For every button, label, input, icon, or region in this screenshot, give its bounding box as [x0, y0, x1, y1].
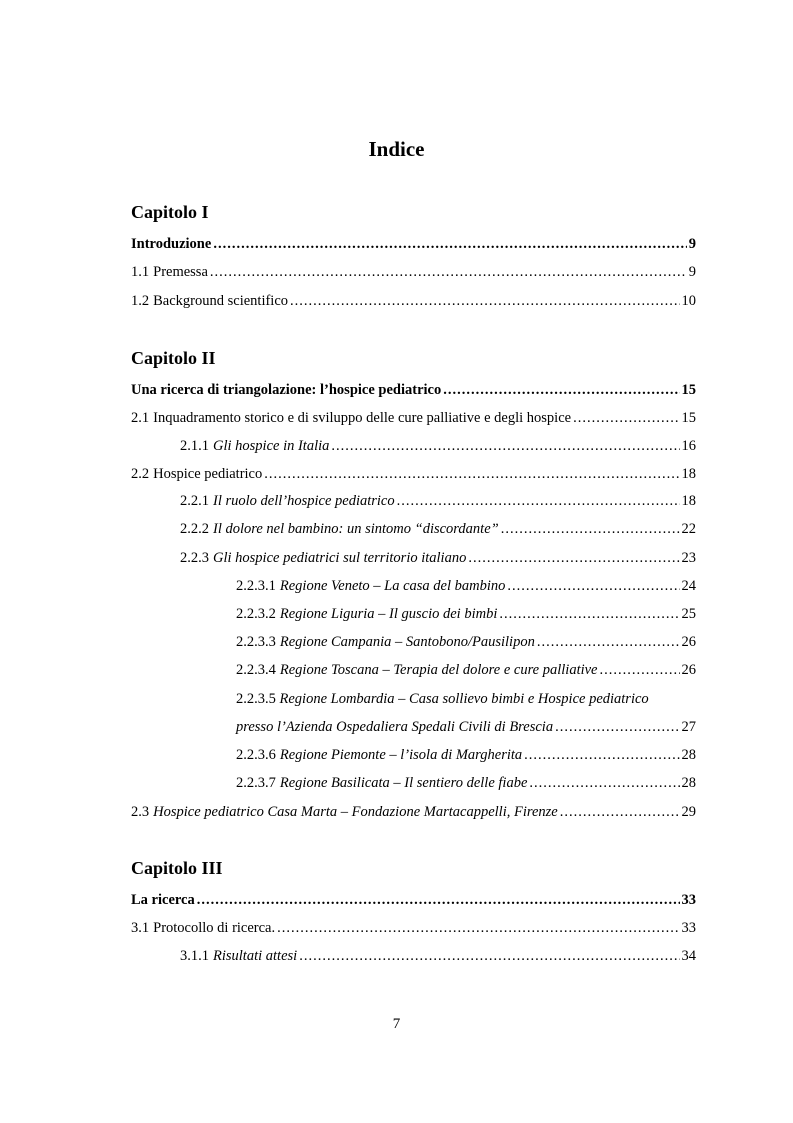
toc-entry: [131, 465, 696, 483]
dot-leader: [537, 633, 680, 651]
toc-entry: [180, 549, 696, 567]
page-title: Indice: [368, 137, 425, 161]
dot-leader: [573, 409, 679, 427]
toc-entry-title: Il dolore nel bambino: un sintomo “discordante”: [213, 521, 499, 537]
toc-entry-title: Una ricerca di triangolazione: l’hospice pediatrico: [131, 382, 442, 398]
toc-entry: [236, 633, 696, 651]
dot-leader: [501, 520, 680, 538]
toc-entry-title: Regione Piemonte – l’isola di Margherita: [279, 747, 523, 763]
toc-entry-number: 2.2.3.3: [236, 634, 276, 650]
toc-entry: [236, 577, 696, 595]
toc-entry-number: 2.2.3.5: [236, 691, 276, 707]
toc-entry-title: Regione Campania – Santobono/Pausilipon: [279, 634, 535, 650]
toc-entry-number: 1.1: [131, 264, 150, 280]
toc-entry-title: Introduzione: [131, 236, 212, 252]
page-number: 7: [392, 1016, 401, 1032]
dot-leader: [499, 605, 679, 623]
toc-entry-title: Regione Liguria – Il guscio dei bimbi: [279, 606, 498, 622]
toc-entry: [236, 605, 696, 623]
toc-entry-title: Regione Veneto – La casa del bambino: [279, 578, 506, 594]
dot-leader: [529, 774, 679, 792]
toc-entry-number: 3.1: [131, 920, 150, 936]
toc-entry-number: 1.2: [131, 293, 150, 309]
toc-entry-title: Regione Lombardia – Casa sollievo bimbi e Hospice pediatrico: [279, 691, 649, 707]
dot-leader: [397, 492, 680, 510]
toc-entry-title: Hospice pediatrico Casa Marta – Fondazione Martacappelli, Firenze: [153, 804, 558, 820]
dot-leader: [213, 235, 686, 253]
toc-entry-number: 2.1.1: [180, 438, 209, 454]
dot-leader: [443, 381, 679, 399]
dot-leader: [331, 437, 679, 455]
toc-entry: [131, 919, 696, 937]
chapter-heading: Capitolo II: [131, 348, 216, 368]
toc-entry-number: 2.2.3: [180, 550, 209, 566]
toc-entry-title: La ricerca: [131, 892, 195, 908]
toc-entry-page: 22: [681, 521, 696, 537]
toc-entry-title: Il ruolo dell’hospice pediatrico: [213, 493, 395, 509]
toc-entry: [131, 263, 696, 281]
toc-entry-number: 3.1.1: [180, 948, 209, 964]
toc-entry-page: 29: [681, 804, 696, 820]
toc-entry: [131, 803, 696, 821]
toc-entry-page: 16: [681, 438, 696, 454]
toc-entry-number: 2.2.3.1: [236, 578, 276, 594]
toc-entry-title: Background scientifico: [153, 293, 289, 309]
toc-entry-number: 2.2.2: [180, 521, 209, 537]
toc-entry-number: 2.2.3.7: [236, 775, 276, 791]
toc-entry: [131, 381, 696, 399]
toc-entry-page: 33: [681, 920, 696, 936]
toc-entry: [131, 891, 696, 909]
toc-entry-page: 34: [681, 948, 696, 964]
dot-leader: [507, 577, 679, 595]
toc-entry: [236, 746, 696, 764]
toc-entry-number: 2.2.3.4: [236, 662, 276, 678]
toc-entry-page: 18: [681, 466, 696, 482]
dot-leader: [277, 919, 679, 937]
toc-entry-page: 28: [681, 747, 696, 763]
dot-leader: [555, 718, 679, 736]
toc-entry: [180, 437, 696, 455]
toc-entry-title: Premessa: [153, 264, 208, 280]
toc-entry-page: 26: [681, 634, 696, 650]
toc-entry-number: 2.2: [131, 466, 150, 482]
toc-entry: [180, 492, 696, 510]
dot-leader: [560, 803, 680, 821]
dot-leader: [264, 465, 679, 483]
toc-entry-page: 9: [688, 236, 696, 252]
dot-leader: [210, 263, 687, 281]
toc-entry-first-line: [236, 690, 649, 708]
dot-leader: [600, 661, 680, 679]
toc-entry-page: 15: [681, 382, 696, 398]
toc-entry: [131, 235, 696, 253]
chapter-heading: Capitolo I: [131, 202, 209, 222]
toc-entry-title: Gli hospice in Italia: [213, 438, 330, 454]
dot-leader: [468, 549, 679, 567]
toc-entry-title: Gli hospice pediatrici sul territorio italiano: [213, 550, 467, 566]
toc-entry: [180, 520, 696, 538]
toc-entry-page: 23: [681, 550, 696, 566]
toc-entry-number: 2.1: [131, 410, 150, 426]
toc-entry-title: Regione Toscana – Terapia del dolore e cure palliative: [279, 662, 598, 678]
toc-entry: [236, 718, 696, 736]
toc-entry-page: 28: [681, 775, 696, 791]
toc-entry-number: 2.3: [131, 804, 150, 820]
toc-entry-number: 2.2.1: [180, 493, 209, 509]
toc-entry-page: 26: [681, 662, 696, 678]
toc-entry-page: 10: [681, 293, 696, 309]
toc-entry-page: 33: [681, 892, 696, 908]
toc-entry-title: Inquadramento storico e di sviluppo delle cure palliative e degli hospice: [153, 410, 572, 426]
toc-entry-page: 15: [681, 410, 696, 426]
chapter-heading: Capitolo III: [131, 858, 223, 878]
toc-entry-page: 18: [681, 493, 696, 509]
toc-entry-number: 2.2.3.2: [236, 606, 276, 622]
toc-entry: [131, 409, 696, 427]
toc-entry-page: 25: [681, 606, 696, 622]
toc-entry-page: 27: [681, 719, 696, 735]
toc-entry: [236, 661, 696, 679]
toc-entry-title: Protocollo di ricerca.: [153, 920, 276, 936]
dot-leader: [299, 947, 679, 965]
toc-entry-page: 24: [681, 578, 696, 594]
dot-leader: [290, 292, 679, 310]
toc-entry-title: Hospice pediatrico: [153, 466, 263, 482]
toc-entry-number: 2.2.3.6: [236, 747, 276, 763]
toc-entry: [236, 774, 696, 792]
toc-entry-title-continued: presso l’Azienda Ospedaliera Spedali Civili di Brescia: [236, 719, 554, 735]
dot-leader: [197, 891, 680, 909]
dot-leader: [524, 746, 679, 764]
toc-entry-title: Risultati attesi: [213, 948, 298, 964]
toc-entry: [180, 947, 696, 965]
toc-entry: [131, 292, 696, 310]
toc-entry-title: Regione Basilicata – Il sentiero delle fiabe: [279, 775, 528, 791]
toc-entry-page: 9: [688, 264, 696, 280]
